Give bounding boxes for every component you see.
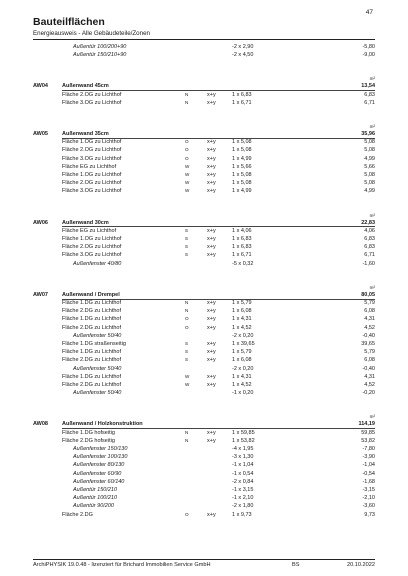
row-value: 6,08 bbox=[364, 308, 375, 315]
row-formula: 1 x 53,82 bbox=[232, 437, 255, 444]
row-label: Fläche 2.DG zu Lichthof bbox=[62, 308, 122, 315]
row-label: Fläche 2.OG zu Lichthof bbox=[62, 147, 122, 154]
row-value: 9,73 bbox=[364, 511, 375, 518]
row-composition: x+y bbox=[207, 227, 216, 234]
row-formula: 1 x 5,79 bbox=[232, 300, 252, 306]
opening-row bbox=[0, 260, 408, 268]
row-value: 5,79 bbox=[364, 300, 375, 306]
row-orientation: N bbox=[185, 99, 189, 105]
area-row bbox=[0, 171, 408, 179]
row-value: -1,60 bbox=[362, 260, 375, 267]
row-orientation: S bbox=[185, 357, 189, 363]
row-orientation: W bbox=[185, 382, 190, 387]
row-value: -1,04 bbox=[362, 462, 375, 469]
opening-row bbox=[0, 453, 408, 461]
row-formula: -2 x 4,50 bbox=[232, 52, 254, 59]
area-row bbox=[0, 227, 408, 235]
row-composition: x+y bbox=[207, 300, 216, 306]
section-total: 114,19 bbox=[358, 421, 375, 428]
row-composition: x+y bbox=[207, 357, 216, 364]
area-row bbox=[0, 138, 408, 146]
row-formula: 1 x 6,08 bbox=[232, 357, 252, 364]
row-label: Außenfenster 50/40 bbox=[73, 332, 122, 339]
row-formula: -1 x 0,54 bbox=[232, 470, 254, 477]
unit-label: m² bbox=[369, 284, 375, 290]
footer-license: ArchiPHYSIK 19.0.48 - lizenziert für Brichard Immobilien Service GmbH bbox=[33, 562, 211, 568]
row-value: -2,10 bbox=[362, 495, 375, 502]
row-formula: -2 x 2,90 bbox=[232, 44, 254, 50]
row-orientation: N bbox=[185, 91, 189, 97]
row-composition: x+y bbox=[207, 437, 216, 444]
row-composition: x+y bbox=[207, 91, 216, 98]
row-value: -0,40 bbox=[362, 332, 375, 339]
section-total: 80,05 bbox=[361, 291, 375, 298]
row-value: -9,00 bbox=[362, 52, 375, 59]
unit-label: m² bbox=[369, 124, 375, 129]
row-formula: 1 x 4,31 bbox=[232, 373, 252, 380]
row-formula: 1 x 5,79 bbox=[232, 349, 252, 356]
row-orientation: W bbox=[185, 172, 190, 177]
row-orientation: O bbox=[185, 155, 189, 161]
row-value: 39,65 bbox=[361, 341, 375, 347]
row-orientation: O bbox=[185, 316, 189, 322]
row-composition: x+y bbox=[207, 172, 216, 178]
row-label: Fläche 1.DG hofseitig bbox=[62, 429, 115, 436]
row-value: 4,06 bbox=[364, 227, 375, 234]
opening-row bbox=[0, 486, 408, 494]
row-orientation: N bbox=[185, 429, 189, 435]
opening-row bbox=[0, 445, 408, 453]
row-orientation: N bbox=[185, 437, 189, 443]
row-value: 6,71 bbox=[364, 99, 375, 106]
row-composition: x+y bbox=[207, 324, 216, 331]
row-formula: -1 x 1,04 bbox=[232, 462, 254, 469]
row-label: Außenfenster 50/40 bbox=[73, 390, 122, 397]
row-value: 6,71 bbox=[364, 252, 375, 259]
row-label: Fläche 2.DG zu Lichthof bbox=[62, 357, 122, 364]
row-formula: 1 x 6,83 bbox=[232, 244, 252, 251]
row-value: -0,54 bbox=[362, 470, 375, 477]
opening-row bbox=[0, 502, 408, 510]
row-orientation: S bbox=[185, 244, 189, 250]
row-value: 4,99 bbox=[364, 155, 375, 162]
area-row bbox=[0, 187, 408, 195]
row-value: 53,82 bbox=[361, 437, 375, 444]
row-orientation: W bbox=[185, 180, 190, 186]
area-row bbox=[0, 91, 408, 99]
area-row bbox=[0, 235, 408, 243]
row-formula: -5 x 0,32 bbox=[232, 260, 254, 267]
opening-row bbox=[0, 494, 408, 502]
row-formula: 1 x 9,73 bbox=[232, 511, 252, 518]
page-number: 47 bbox=[365, 9, 373, 16]
row-label: Fläche 2.DG hofseitig bbox=[62, 437, 115, 444]
opening-row bbox=[0, 478, 408, 486]
row-formula: -1 x 3,15 bbox=[232, 487, 254, 493]
area-row bbox=[0, 373, 408, 381]
row-value: 6,83 bbox=[364, 91, 375, 98]
area-row bbox=[0, 307, 408, 315]
row-formula: 1 x 5,08 bbox=[232, 139, 252, 146]
row-label: Außenfenster 50/40 bbox=[73, 365, 122, 372]
area-row bbox=[0, 348, 408, 356]
row-orientation: O bbox=[185, 511, 189, 517]
opening-row bbox=[0, 389, 408, 397]
row-value: 5,79 bbox=[364, 349, 375, 356]
row-composition: x+y bbox=[207, 316, 216, 323]
row-label: Fläche 1.OG zu Lichthof bbox=[62, 236, 122, 242]
row-label: Fläche 1.DG zu Lichthof bbox=[62, 349, 122, 356]
row-label: Fläche 1.DG zu Lichthof bbox=[62, 316, 122, 323]
area-row bbox=[0, 356, 408, 364]
unit-label: m² bbox=[369, 212, 375, 218]
row-composition: x+y bbox=[207, 244, 216, 251]
row-label: Fläche 3.OG zu Lichthof bbox=[62, 99, 122, 106]
row-orientation: S bbox=[185, 252, 189, 258]
row-value: -3,60 bbox=[362, 503, 375, 510]
row-label: Außenfenster 40/80 bbox=[73, 260, 122, 267]
row-formula: -2 x 0,20 bbox=[232, 332, 254, 339]
area-row bbox=[0, 429, 408, 437]
section-code: AW07 bbox=[33, 291, 48, 298]
row-label: Fläche 2.DG bbox=[62, 511, 93, 518]
row-orientation: O bbox=[185, 139, 189, 145]
footer-date: 20.10.2022 bbox=[347, 562, 375, 568]
row-value: 59,85 bbox=[361, 429, 375, 436]
row-formula: 1 x 4,06 bbox=[232, 227, 252, 234]
section-code: AW08 bbox=[33, 421, 48, 428]
row-composition: x+y bbox=[207, 188, 216, 195]
section-title: Außenwand / Drempel bbox=[62, 291, 120, 298]
row-composition: x+y bbox=[207, 180, 216, 187]
row-formula: 1 x 4,99 bbox=[232, 188, 252, 195]
section-code: AW04 bbox=[33, 83, 48, 90]
row-label: Fläche 3.OG zu Lichthof bbox=[62, 252, 122, 259]
section-total: 22,83 bbox=[361, 219, 375, 226]
row-label: Fläche 1.DG zu Lichthof bbox=[62, 373, 122, 380]
row-formula: 1 x 5,08 bbox=[232, 180, 252, 187]
footer-divider bbox=[33, 559, 375, 560]
row-label: Fläche 2.OG zu Lichthof bbox=[62, 244, 122, 251]
row-value: -3,15 bbox=[362, 487, 375, 493]
header-divider bbox=[33, 39, 375, 40]
row-label: Außenfenster 150/130 bbox=[73, 446, 128, 452]
row-formula: 1 x 5,08 bbox=[232, 172, 252, 178]
row-composition: x+y bbox=[207, 382, 216, 388]
area-row bbox=[0, 99, 408, 107]
row-composition: x+y bbox=[207, 236, 216, 242]
area-row bbox=[0, 381, 408, 389]
row-value: -0,40 bbox=[362, 365, 375, 372]
area-row bbox=[0, 179, 408, 187]
row-formula: 1 x 6,83 bbox=[232, 236, 252, 242]
row-label: Fläche 2.OG zu Lichthof bbox=[62, 91, 122, 98]
page-title: Bauteilflächen bbox=[33, 16, 105, 28]
row-value: -3,90 bbox=[362, 454, 375, 461]
row-label: Fläche 1.DG straßenseitig bbox=[62, 341, 126, 347]
row-formula: 1 x 39,65 bbox=[232, 341, 255, 347]
row-orientation: W bbox=[185, 188, 190, 194]
area-row bbox=[0, 315, 408, 323]
row-composition: x+y bbox=[207, 349, 216, 356]
section-total: 35,96 bbox=[361, 131, 375, 137]
row-label: Fläche 2.DG zu Lichthof bbox=[62, 324, 122, 331]
row-value: 4,99 bbox=[364, 188, 375, 195]
row-label: Fläche 1.OG zu Lichthof bbox=[62, 172, 122, 178]
row-formula: -1 x 2,10 bbox=[232, 495, 254, 502]
area-row bbox=[0, 243, 408, 251]
area-row bbox=[0, 146, 408, 154]
section-code: AW05 bbox=[33, 131, 48, 137]
row-value: 4,52 bbox=[364, 382, 375, 388]
row-orientation: S bbox=[185, 349, 189, 355]
row-value: 6,08 bbox=[364, 357, 375, 364]
unit-label: m² bbox=[369, 76, 375, 82]
row-orientation: W bbox=[185, 163, 190, 169]
row-label: Außenfenster 100/130 bbox=[73, 454, 128, 461]
row-formula: -2 x 0,84 bbox=[232, 478, 254, 485]
area-row bbox=[0, 299, 408, 307]
opening-row bbox=[0, 365, 408, 373]
row-formula: 1 x 5,08 bbox=[232, 147, 252, 154]
row-label: Außentür 150/210 bbox=[73, 487, 118, 493]
row-formula: -3 x 1,30 bbox=[232, 454, 254, 461]
section-total: 13,54 bbox=[361, 83, 375, 90]
row-formula: 1 x 59,85 bbox=[232, 429, 255, 436]
opening-row bbox=[0, 461, 408, 469]
row-value: 4,31 bbox=[364, 316, 375, 323]
row-orientation: O bbox=[185, 147, 189, 153]
area-row bbox=[0, 511, 408, 519]
area-row bbox=[0, 163, 408, 171]
row-label: Fläche 3.OG zu Lichthof bbox=[62, 188, 122, 195]
row-value: 5,08 bbox=[364, 147, 375, 154]
row-composition: x+y bbox=[207, 99, 216, 106]
row-composition: x+y bbox=[207, 147, 216, 154]
area-row bbox=[0, 155, 408, 163]
row-value: -5,80 bbox=[362, 44, 375, 50]
section-code: AW06 bbox=[33, 219, 48, 226]
row-label: Außentür 100/200+90 bbox=[73, 44, 127, 50]
row-orientation: S bbox=[185, 341, 189, 346]
row-label: Außenfenster 60/90 bbox=[73, 470, 122, 477]
row-formula: 1 x 6,83 bbox=[232, 91, 252, 98]
row-value: 4,52 bbox=[364, 324, 375, 331]
area-row bbox=[0, 324, 408, 332]
row-value: 6,83 bbox=[364, 244, 375, 251]
area-row bbox=[0, 437, 408, 445]
row-value: 4,31 bbox=[364, 373, 375, 380]
row-orientation: N bbox=[185, 308, 189, 314]
row-formula: 1 x 5,66 bbox=[232, 163, 252, 170]
row-label: Fläche EG zu Lichthof bbox=[62, 163, 117, 170]
row-orientation: S bbox=[185, 227, 189, 233]
row-formula: 1 x 6,71 bbox=[232, 252, 252, 259]
opening-row bbox=[0, 332, 408, 340]
row-value: 5,08 bbox=[364, 180, 375, 187]
row-value: 5,08 bbox=[364, 139, 375, 146]
row-label: Außenfenster 80/130 bbox=[73, 462, 125, 469]
row-composition: x+y bbox=[207, 155, 216, 162]
row-composition: x+y bbox=[207, 373, 216, 380]
row-label: Fläche 2.OG zu Lichthof bbox=[62, 180, 122, 187]
row-composition: x+y bbox=[207, 511, 216, 518]
row-value: 6,83 bbox=[364, 236, 375, 242]
section-title: Außenwand 35cm bbox=[62, 131, 109, 137]
row-composition: x+y bbox=[207, 139, 216, 146]
footer-initials: BS bbox=[292, 562, 300, 568]
area-row bbox=[0, 251, 408, 259]
row-orientation: N bbox=[185, 300, 189, 305]
row-composition: x+y bbox=[207, 308, 216, 315]
row-formula: -1 x 0,20 bbox=[232, 390, 254, 397]
row-value: -7,80 bbox=[362, 446, 375, 452]
row-orientation: W bbox=[185, 373, 190, 379]
row-label: Außentür 150/210+90 bbox=[73, 52, 127, 59]
row-value: -0,20 bbox=[362, 390, 375, 397]
row-value: -1,68 bbox=[362, 478, 375, 485]
row-formula: -2 x 0,20 bbox=[232, 365, 254, 372]
row-label: Außenfenster 60/140 bbox=[73, 478, 125, 485]
row-value: 5,08 bbox=[364, 172, 375, 178]
opening-row bbox=[0, 470, 408, 478]
row-label: Fläche 1.OG zu Lichthof bbox=[62, 139, 122, 146]
row-formula: 1 x 4,52 bbox=[232, 382, 252, 388]
row-composition: x+y bbox=[207, 429, 216, 436]
row-formula: 1 x 6,71 bbox=[232, 99, 252, 106]
row-composition: x+y bbox=[207, 163, 216, 170]
row-label: Fläche EG zu Lichthof bbox=[62, 227, 117, 234]
section-title: Außenwand / Holzkonstruktion bbox=[62, 421, 143, 428]
row-label: Außentür 90/200 bbox=[73, 503, 114, 510]
row-label: Fläche 3.OG zu Lichthof bbox=[62, 155, 122, 162]
section-title: Außenwand 45cm bbox=[62, 83, 109, 90]
opening-row bbox=[0, 51, 408, 59]
row-label: Fläche 2.DG zu Lichthof bbox=[62, 382, 122, 388]
row-orientation: O bbox=[185, 324, 189, 330]
row-formula: 1 x 4,31 bbox=[232, 316, 252, 323]
page-subtitle: Energieausweis - Alle Gebäudeteile/Zonen bbox=[33, 30, 150, 37]
row-value: 5,66 bbox=[364, 163, 375, 170]
row-formula: -2 x 1,80 bbox=[232, 503, 254, 510]
row-formula: 1 x 4,52 bbox=[232, 324, 252, 331]
unit-label: m² bbox=[369, 414, 375, 420]
row-formula: 1 x 6,08 bbox=[232, 308, 252, 315]
row-composition: x+y bbox=[207, 252, 216, 259]
area-row bbox=[0, 340, 408, 348]
row-label: Fläche 1.DG zu Lichthof bbox=[62, 300, 122, 306]
row-orientation: S bbox=[185, 236, 189, 241]
row-formula: 1 x 4,99 bbox=[232, 155, 252, 162]
opening-row bbox=[0, 43, 408, 51]
row-formula: -4 x 1,95 bbox=[232, 446, 254, 452]
row-label: Außentür 100/210 bbox=[73, 495, 118, 502]
section-title: Außenwand 30cm bbox=[62, 219, 109, 226]
row-composition: x+y bbox=[207, 341, 216, 347]
